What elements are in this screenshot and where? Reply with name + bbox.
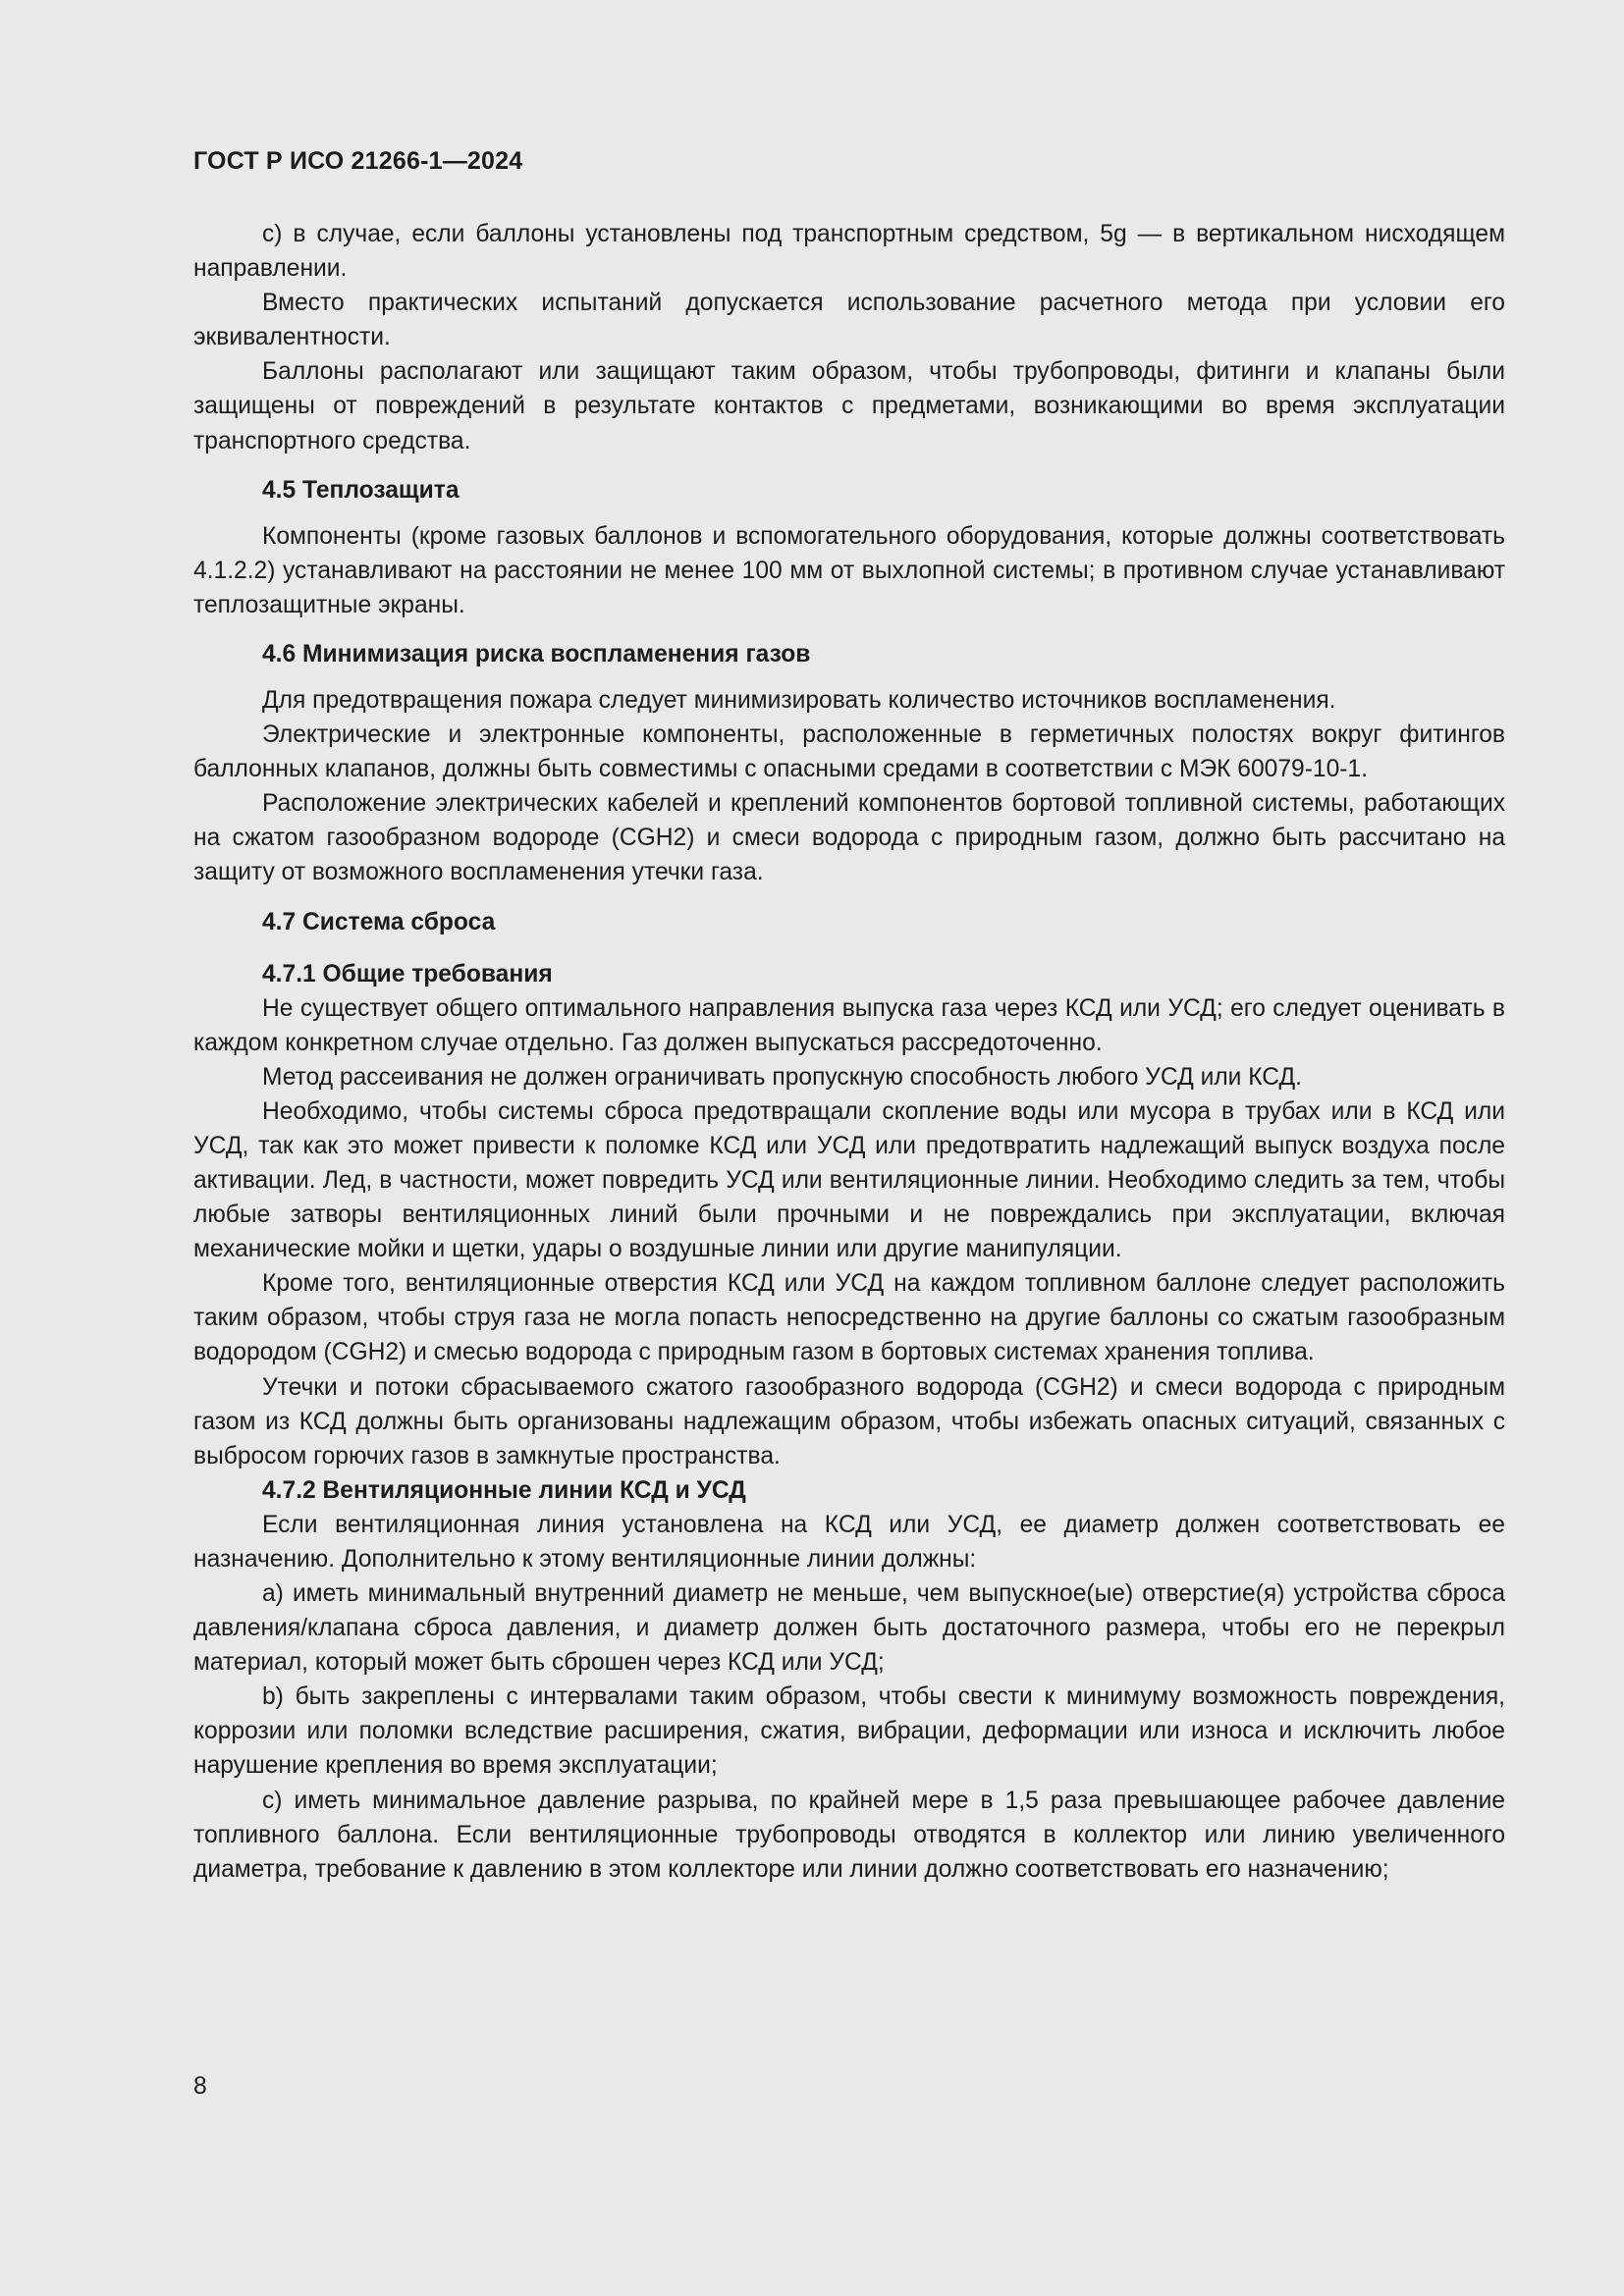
paragraph: Баллоны располагают или защищают таким образом, чтобы трубопроводы, фитинги и клапаны были защищены от повреждений в результате контактов с предметами, возникающими во время эксплуатации транспортного средства. (193, 358, 1505, 454)
subsection-heading-4-7-1: 4.7.1 Общие требования (262, 960, 553, 988)
subsection-heading-4-7-2: 4.7.2 Вентиляционные линии КСД и УСД (262, 1476, 746, 1504)
paragraph: Компоненты (кроме газовых баллонов и вспомогательного оборудования, которые должны соответствовать 4.1.2.2) устанавливают на расстоянии не менее 100 мм от выхлопной системы; в противном случае устанавливают теплозащитные экраны. (193, 522, 1505, 618)
paragraph: Метод рассеивания не должен ограничивать пропускную способность любого УСД или КСД. (262, 1063, 1302, 1091)
paragraph: Необходимо, чтобы системы сброса предотвращали скопление воды или мусора в трубах или в КСД или УСД, так как это может привести к поломке КСД или УСД или предотвратить надлежащий выпуск воздуха после активации. Лед, в частности, может повредить УСД или вентиляционные линии. Необходимо следить за тем, чтобы любые затворы вентиляционных линий были прочными и не повреждались при эксплуатации, включая механические мойки и щетки, удары о воздушные линии или другие манипуляции. (193, 1097, 1505, 1263)
list-item-c: c) иметь минимальное давление разрыва, по крайней мере в 1,5 раза превышающее рабочее давление топливного баллона. Если вентиляционные трубопроводы отводятся в коллектор или линию увеличенного диаметра, требование к давлению в этом коллекторе или линии должно соответствовать его назначению; (193, 1787, 1505, 1883)
section-heading-4-5: 4.5 Теплозащита (262, 476, 460, 504)
paragraph: Утечки и потоки сбрасываемого сжатого газообразного водорода (CGH2) и смеси водорода с природным газом из КСД должны быть организованы надлежащим образом, чтобы избежать опасных ситуаций, связанных с выбросом горючих газов в замкнутые пространства. (193, 1373, 1505, 1469)
paragraph: Для предотвращения пожара следует минимизировать количество источников воспламенения. (262, 686, 1336, 714)
paragraph: Вместо практических испытаний допускается использование расчетного метода при условии его эквивалентности. (193, 290, 1505, 351)
paragraph: Если вентиляционная линия установлена на КСД или УСД, ее диаметр должен соответствовать ее назначению. Дополнительно к этому вентиляционные линии должны: (193, 1511, 1505, 1573)
page-number: 8 (193, 2073, 207, 2100)
list-item-a: a) иметь минимальный внутренний диаметр не меньше, чем выпускное(ые) отверстие(я) устройства сброса давления/клапана сброса давления, и диаметр должен быть достаточного размера, чтобы его не перекрыл материал, который может быть сброшен через КСД или УСД; (193, 1580, 1505, 1677)
paragraph-item-c: с) в случае, если баллоны установлены под транспортным средством, 5g — в вертикальном нисходящем направлении. (193, 221, 1505, 283)
paragraph: Кроме того, вентиляционные отверстия КСД или УСД на каждом топливном баллоне следует расположить таким образом, чтобы струя газа не могла попасть непосредственно на другие баллоны со сжатым газообразным водородом (CGH2) и смесью водорода с природным газом в бортовых системах хранения топлива. (193, 1270, 1505, 1366)
document-page (193, 147, 1505, 1887)
paragraph: Не существует общего оптимального направления выпуска газа через КСД или УСД; его следует оценивать в каждом конкретном случае отдельно. Газ должен выпускаться рассредоточенно. (193, 994, 1505, 1056)
paragraph: Расположение электрических кабелей и креплений компонентов бортовой топливной системы, работающих на сжатом газообразном водороде (CGH2) и смеси водорода с природным газом, должно быть рассчитано на защиту от возможного воспламенения утечки газа. (193, 790, 1505, 886)
section-heading-4-6: 4.6 Минимизация риска воспламенения газов (262, 640, 811, 667)
paragraph: Электрические и электронные компоненты, расположенные в герметичных полостях вокруг фитингов баллонных клапанов, должны быть совместимы с опасными средами в соответствии с МЭК 60079-10-1. (193, 721, 1505, 783)
list-item-b: b) быть закреплены с интервалами таким образом, чтобы свести к минимуму возможность повреждения, коррозии или поломки вследствие расширения, сжатия, вибрации, деформации или износа и исключить любое нарушение крепления во время эксплуатации; (193, 1683, 1505, 1780)
document-header: ГОСТ Р ИСО 21266-1—2024 (193, 147, 523, 175)
section-heading-4-7: 4.7 Система сброса (262, 908, 496, 935)
